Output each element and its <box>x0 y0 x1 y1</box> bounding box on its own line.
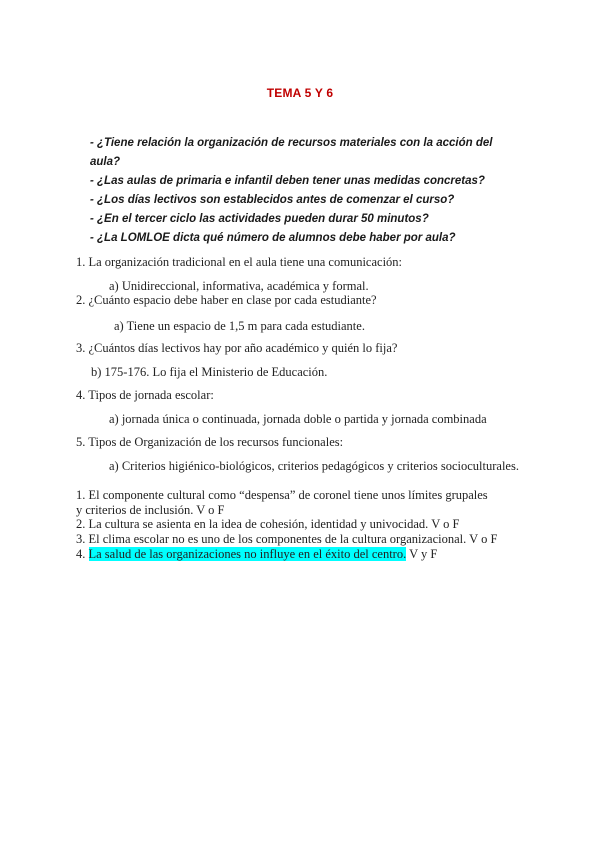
section1-question-5: 5. Tipos de Organización de los recursos funcionales: <box>76 435 344 449</box>
statement-4-number: 4. <box>76 547 89 561</box>
document-title: TEMA 5 Y 6 <box>266 86 334 100</box>
section1-answer-5: a) Criterios higiénico-biológicos, criterios pedagógicos y criterios socioculturales. <box>109 459 519 473</box>
section1-question-4: 4. Tipos de jornada escolar: <box>76 388 214 402</box>
section2-statement-3: 3. El clima escolar no es uno de los componentes de la cultura organizacional. V o F <box>76 532 498 546</box>
section1-answer-1: a) Unidireccional, informativa, académica y formal. <box>109 279 369 293</box>
question-item: - ¿La LOMLOE dicta qué número de alumnos debe haber por aula? <box>90 232 456 244</box>
section2-statement-1: 1. El componente cultural como “despensa” de coronel tiene unos límites grupales y criterios de inclusión. V o F <box>76 488 488 517</box>
section1-question-1: 1. La organización tradicional en el aula tiene una comunicación: <box>76 255 403 269</box>
highlighted-text: La salud de las organizaciones no influye en el éxito del centro. <box>88 547 407 561</box>
section2-statement-4 <box>76 547 437 562</box>
section1-answer-3: b) 175-176. Lo fija el Ministerio de Educación. <box>91 365 328 379</box>
question-item: - ¿En el tercer ciclo las actividades pueden durar 50 minutos? <box>90 213 429 225</box>
question-list <box>90 134 510 248</box>
section1-question-2: 2. ¿Cuánto espacio debe haber en clase por cada estudiante? <box>76 293 377 307</box>
question-item: - ¿Las aulas de primaria e infantil deben tener unas medidas concretas? <box>90 175 485 187</box>
question-item: - ¿Los días lectivos son establecidos antes de comenzar el curso? <box>90 194 455 206</box>
question-item: - ¿Tiene relación la organización de recursos materiales con la acción del aula? <box>90 137 493 168</box>
section2-statement-2: 2. La cultura se asienta en la idea de cohesión, identidad y univocidad. V o F <box>76 517 460 531</box>
section1-answer-2: a) Tiene un espacio de 1,5 m para cada estudiante. <box>114 319 365 333</box>
section1-question-3: 3. ¿Cuántos días lectivos hay por año académico y quién lo fija? <box>76 341 398 355</box>
statement-4-answer: V y F <box>406 547 438 561</box>
section1-answer-4: a) jornada única o continuada, jornada doble o partida y jornada combinada <box>109 412 487 426</box>
